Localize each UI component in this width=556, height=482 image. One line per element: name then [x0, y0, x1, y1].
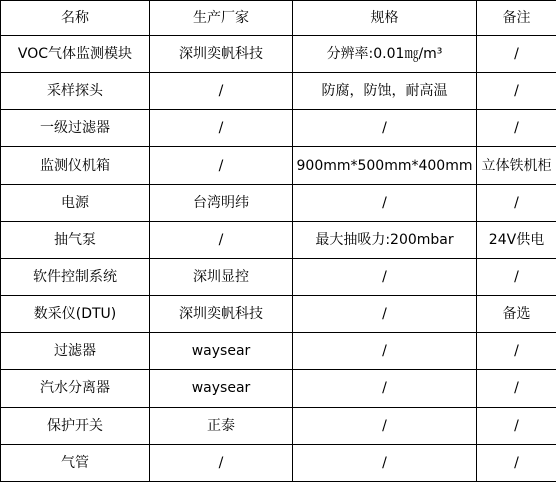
cell-spec: 900mm*500mm*400mm	[293, 147, 477, 184]
cell-remark: /	[477, 73, 556, 110]
cell-name: 抽气泵	[1, 221, 150, 258]
cell-spec: 防腐，防蚀，耐高温	[293, 73, 477, 110]
cell-manufacturer: /	[150, 147, 293, 184]
header-spec: 规格	[293, 1, 477, 36]
cell-manufacturer: /	[150, 221, 293, 258]
cell-remark: 立体铁机柜	[477, 147, 556, 184]
table-row	[1, 296, 556, 333]
table-row	[1, 333, 556, 370]
cell-manufacturer: waysear	[150, 370, 293, 407]
cell-spec: /	[293, 444, 477, 481]
cell-spec: 分辨率:0.01㎎/m³	[293, 36, 477, 73]
cell-name: 软件控制系统	[1, 258, 150, 295]
cell-spec: /	[293, 110, 477, 147]
cell-manufacturer: 正泰	[150, 407, 293, 444]
cell-name: 保护开关	[1, 407, 150, 444]
header-name: 名称	[1, 1, 150, 36]
cell-remark: /	[477, 333, 556, 370]
header-remark: 备注	[477, 1, 556, 36]
cell-manufacturer: /	[150, 444, 293, 481]
cell-manufacturer: 深圳显控	[150, 258, 293, 295]
table-row	[1, 147, 556, 184]
cell-spec: /	[293, 258, 477, 295]
table-row	[1, 258, 556, 295]
cell-name: VOC气体监测模块	[1, 36, 150, 73]
cell-name: 数采仪(DTU)	[1, 296, 150, 333]
cell-manufacturer: waysear	[150, 333, 293, 370]
cell-manufacturer: /	[150, 110, 293, 147]
cell-remark: /	[477, 36, 556, 73]
cell-spec: /	[293, 184, 477, 221]
cell-name: 采样探头	[1, 73, 150, 110]
table-row	[1, 110, 556, 147]
cell-manufacturer: 深圳奕帆科技	[150, 296, 293, 333]
cell-name: 一级过滤器	[1, 110, 150, 147]
cell-spec: /	[293, 296, 477, 333]
cell-spec: /	[293, 370, 477, 407]
cell-spec: /	[293, 407, 477, 444]
cell-name: 汽水分离器	[1, 370, 150, 407]
cell-manufacturer: 台湾明纬	[150, 184, 293, 221]
table-row	[1, 36, 556, 73]
table-row	[1, 221, 556, 258]
cell-spec: 最大抽吸力:200mbar	[293, 221, 477, 258]
cell-remark: /	[477, 444, 556, 481]
table-row	[1, 407, 556, 444]
cell-remark: /	[477, 184, 556, 221]
cell-remark: 备选	[477, 296, 556, 333]
cell-name: 电源	[1, 184, 150, 221]
cell-spec: /	[293, 333, 477, 370]
cell-remark: 24V供电	[477, 221, 556, 258]
cell-manufacturer: /	[150, 73, 293, 110]
table-row	[1, 370, 556, 407]
cell-remark: /	[477, 407, 556, 444]
cell-remark: /	[477, 110, 556, 147]
table-row	[1, 184, 556, 221]
cell-name: 气管	[1, 444, 150, 481]
table-row	[1, 444, 556, 481]
cell-name: 过滤器	[1, 333, 150, 370]
cell-remark: /	[477, 258, 556, 295]
header-manufacturer: 生产厂家	[150, 1, 293, 36]
header-row	[1, 1, 556, 36]
cell-remark: /	[477, 370, 556, 407]
table-row	[1, 73, 556, 110]
cell-manufacturer: 深圳奕帆科技	[150, 36, 293, 73]
cell-name: 监测仪机箱	[1, 147, 150, 184]
